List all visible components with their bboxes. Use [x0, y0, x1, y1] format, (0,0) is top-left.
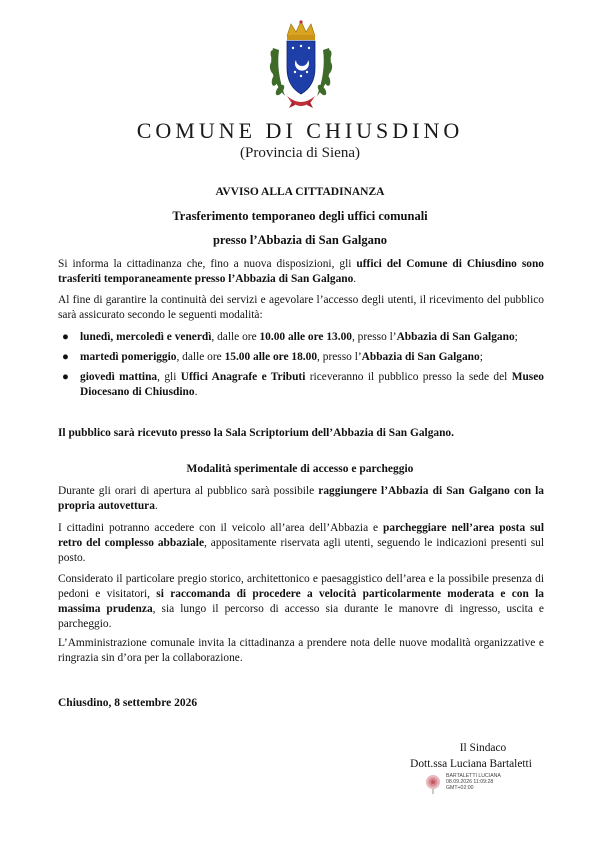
paragraph-closing: L’Amministrazione comunale invita la cittadinanza a prendere nota delle nuove modalità organizzative e ringrazia sin d’ora per la collaborazione.	[58, 637, 544, 664]
text-run: .	[353, 273, 357, 285]
notice-title-line-2: presso l’Abbazia di San Galgano	[212, 233, 388, 247]
bullet-icon: ●	[62, 351, 69, 363]
text-run-bold: Abbazia di San Galgano	[361, 351, 480, 363]
text-run: , gli	[157, 371, 181, 383]
text-run: Durante gli orari di apertura al pubblico sarà possibile	[58, 485, 319, 497]
text-run-bold: si raccomanda di procedere a velocità particolarmente moderata e con la massima prudenza	[58, 588, 544, 615]
schedule-list	[58, 330, 544, 405]
digital-signature-rose-icon	[424, 773, 442, 795]
text-run: riceveranno il pubblico presso la sede del	[305, 371, 512, 383]
notice-title-line-1: Trasferimento temporaneo degli uffici comunali	[172, 209, 428, 223]
bullet-icon: ●	[62, 331, 69, 343]
paragraph-continuity: Al fine di garantire la continuità dei servizi e agevolare l’accesso degli utenti, il ricevimento del pubblico sarà assicurato secondo le seguenti modalità:	[58, 294, 544, 321]
text-run-bold: lunedì, mercoledì e venerdì	[80, 331, 212, 343]
text-run-bold: parcheggiare nell’area posta sul retro del complesso abbaziale	[58, 522, 545, 549]
text-run-bold: uffici del Comune di Chiusdino sono trasferiti temporaneamente presso l’Abbazia di San Galgano	[58, 258, 544, 285]
stamp-line: GMT+02:00	[446, 785, 474, 792]
notice-heading: AVVISO ALLA CITTADINANZA	[215, 186, 385, 198]
text-run-bold: Uffici Anagrafe e Tributi	[180, 371, 306, 383]
text-run: .	[154, 500, 158, 512]
text-run: , dalle ore	[211, 331, 260, 343]
text-run-bold: Museo Diocesano di Chiusdino	[80, 371, 544, 398]
stamp-line: 08.09.2026 11:09:28	[446, 779, 494, 786]
bullet-icon: ●	[62, 371, 69, 383]
text-run: ;	[479, 351, 483, 363]
text-run-bold: raggiungere l’Abbazia di San Galgano con la propria autovettura	[58, 485, 545, 512]
text-run: Considerato il particolare pregio storico, architettonico e paesaggistico dell’area e la possibile presenza di pedoni e visitatori,	[58, 573, 544, 600]
text-run-bold: giovedì mattina	[80, 371, 158, 383]
text-run: , appositamente riservata agli utenti, seguendo le indicazioni presenti sul posto.	[58, 537, 544, 564]
schedule-item	[58, 330, 544, 345]
text-run: , dalle ore	[176, 351, 225, 363]
text-run: .	[194, 386, 198, 398]
paragraph-parking	[58, 521, 544, 566]
digital-signature-stamp	[446, 773, 501, 792]
province-name: (Provincia di Siena)	[240, 145, 360, 161]
text-run-bold: 10.00 alle ore 13.00	[259, 331, 352, 343]
document-date: Chiusdino, 8 settembre 2026	[58, 697, 198, 709]
text-run: ;	[514, 331, 518, 343]
stamp-line: BARTALETTI LUCIANA	[446, 773, 501, 779]
paragraph-intro	[58, 257, 544, 287]
section-subtitle: Modalità sperimentale di accesso e parcheggio	[186, 463, 414, 475]
text-run-bold: martedì pomeriggio	[80, 351, 177, 363]
signatory-name: Dott.ssa Luciana Bartaletti	[410, 758, 532, 770]
text-run: , sia lungo il percorso di accesso sia durante le manovre di ingresso, uscita e parcheggio.	[58, 603, 544, 630]
signatory-title: Il Sindaco	[459, 742, 507, 754]
schedule-item	[58, 370, 544, 400]
text-run-bold: 15.00 alle ore 18.00	[224, 351, 318, 363]
paragraph-caution	[58, 572, 544, 632]
coat-of-arms-icon	[265, 18, 337, 110]
text-run: I cittadini potranno accedere con il veicolo all’area dell’Abbazia e	[58, 522, 384, 534]
text-run-bold: Abbazia di San Galgano	[396, 331, 515, 343]
paragraph-reception-room: Il pubblico sarà ricevuto presso la Sala Scriptorium dell’Abbazia di San Galgano.	[58, 427, 454, 439]
text-run: , presso l’	[351, 331, 397, 343]
paragraph-car-access	[58, 484, 544, 514]
text-run: , presso l’	[317, 351, 362, 363]
schedule-item	[58, 350, 544, 365]
text-run: Si informa la cittadinanza che, fino a nuova disposizioni, gli	[58, 258, 357, 270]
municipality-name: COMUNE DI CHIUSDINO	[136, 118, 464, 143]
